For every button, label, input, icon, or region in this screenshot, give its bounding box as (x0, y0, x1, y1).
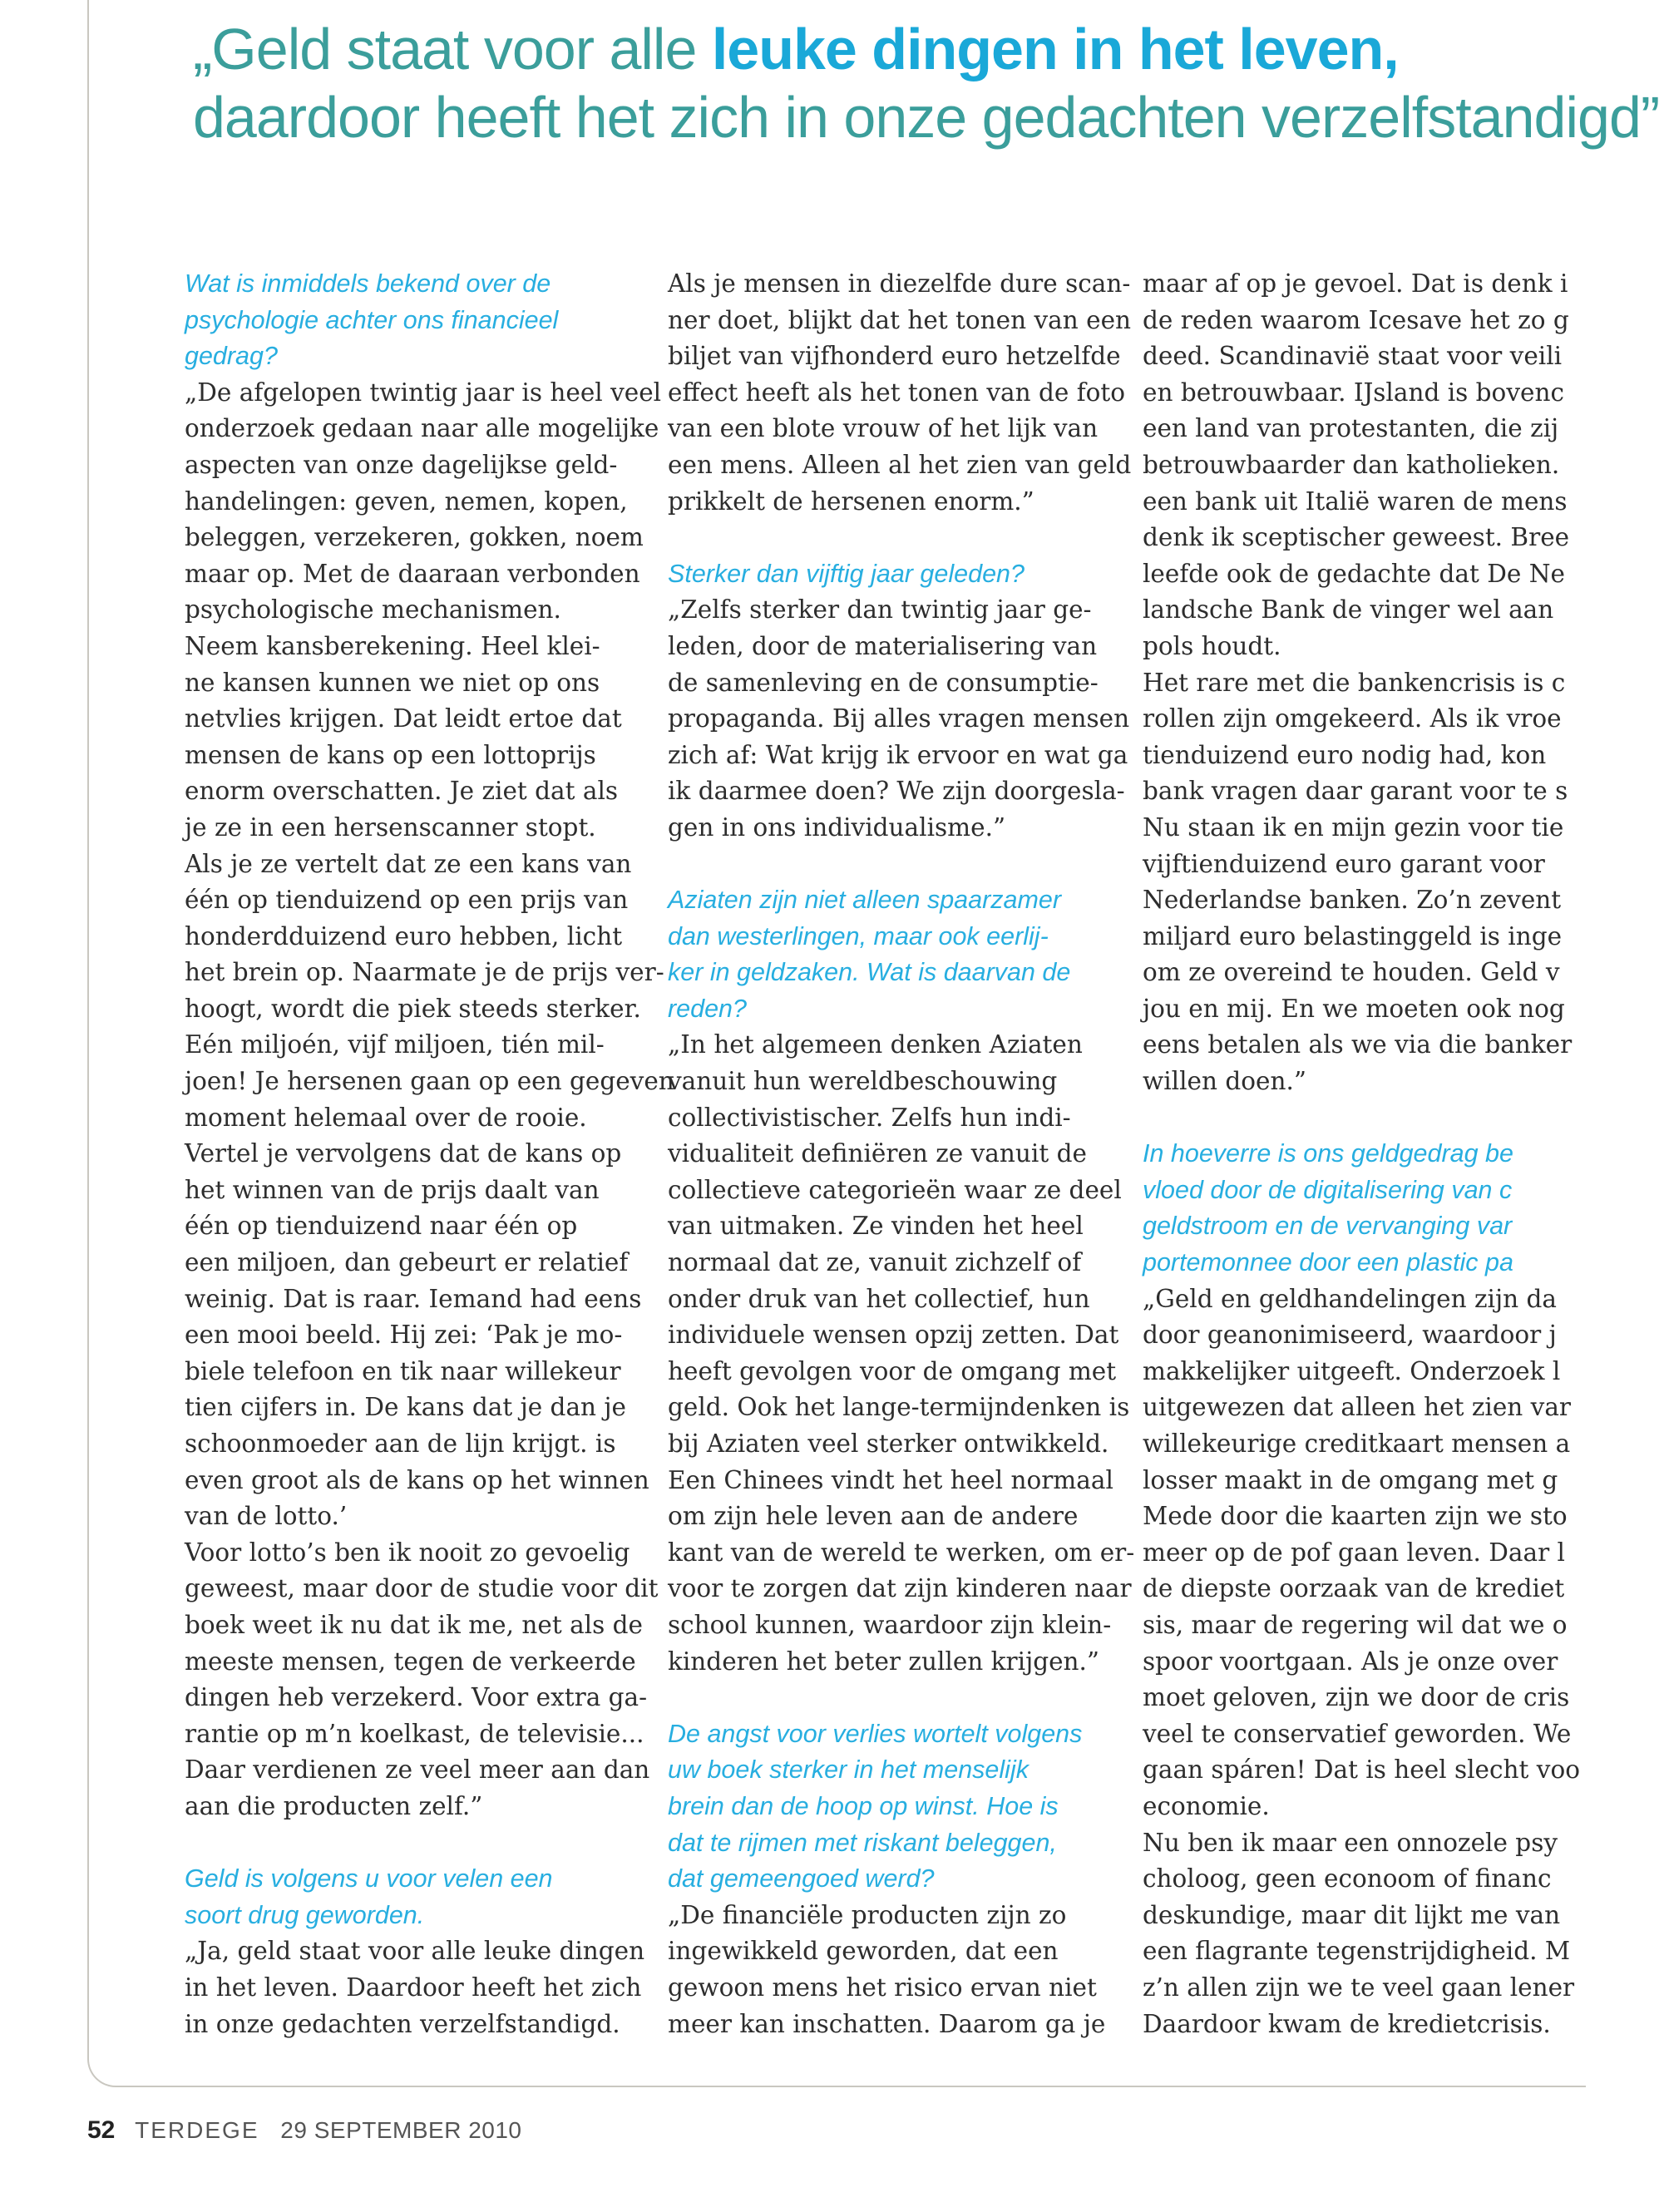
body-text-line: schoonmoeder aan de lijn krijgt. is (185, 1429, 616, 1458)
body-text-line: deskundige, maar dit lijkt me van (1143, 1900, 1561, 1929)
body-text-line: maar op. Met de daaraan verbonden (185, 559, 640, 588)
body-text-line: een flagrante tegenstrijdigheid. M (1143, 1937, 1571, 1966)
interview-question-line: vloed door de digitalisering van c (1143, 1175, 1513, 1204)
body-text-line: meeste mensen, tegen de verkeerde (185, 1647, 636, 1676)
body-text-line: economie. (1143, 1791, 1270, 1820)
body-text-line: het winnen van de prijs daalt van (185, 1175, 600, 1204)
body-text-line: gaan spáren! Dat is heel slecht voo (1143, 1755, 1580, 1785)
body-text-line: leden, door de materialisering van (668, 631, 1098, 660)
interview-question-line: reden? (668, 994, 747, 1023)
body-text-line: Nu ben ik maar een onnozele psy (1143, 1828, 1558, 1857)
body-text-line: vijftienduizend euro garant voor (1143, 849, 1545, 878)
body-text-line: Vertel je vervolgens dat de kans op (185, 1139, 622, 1168)
body-text-line: vanuit hun wereldbeschouwing (668, 1067, 1058, 1096)
body-text-line: enorm overschatten. Je ziet dat als (185, 777, 619, 806)
body-text-line: Het rare met die bankencrisis is c (1143, 668, 1566, 697)
interview-question-line: uw boek sterker in het menselijk (668, 1755, 1029, 1785)
article-column-2 (668, 266, 1133, 2042)
body-text-line: onder druk van het collectief, hun (668, 1284, 1090, 1313)
body-text-line: en betrouwbaar. IJsland is bovenc (1143, 378, 1564, 407)
paragraph-gap (1143, 1100, 1642, 1137)
body-text-line: netvlies krijgen. Dat leidt ertoe dat (185, 704, 622, 733)
body-text-line: beleggen, verzekeren, gokken, noem (185, 523, 644, 552)
body-text-line: propaganda. Bij alles vragen mensen (668, 704, 1130, 733)
body-text-line: een bank uit Italië waren de mens (1143, 486, 1568, 516)
body-text-line: sis, maar de regering wil dat we o (1143, 1610, 1568, 1639)
body-text-line: willekeurige creditkaart mensen a (1143, 1429, 1571, 1458)
body-text-line: Nederlandse banken. Zo’n zevent (1143, 886, 1562, 915)
body-text-line: Voor lotto’s ben ik nooit zo gevoelig (185, 1538, 630, 1567)
body-text-line: effect heeft als het tonen van de foto (668, 378, 1126, 407)
pull-quote-plain: „Geld staat voor alle (193, 17, 712, 81)
body-text-line: ne kansen kunnen we niet op ons (185, 668, 600, 697)
interview-question-line: dat gemeengoed werd? (668, 1864, 935, 1894)
body-text-line: biljet van vijfhonderd euro hetzelfde (668, 342, 1121, 371)
body-text-line: een land van protestanten, die zij (1143, 414, 1559, 443)
pull-quote-bold: leuke dingen in het leven, (711, 17, 1399, 81)
body-text-line: gen in ons individualisme.” (668, 812, 1006, 842)
body-text-line: je ze in een hersenscanner stopt. (185, 812, 596, 842)
body-text-line: dingen heb verzekerd. Voor extra ga- (185, 1683, 648, 1712)
interview-question-line: gedrag? (185, 342, 278, 371)
body-text-line: bank vragen daar garant voor te s (1143, 777, 1568, 806)
body-text-line: de reden waarom Icesave het zo g (1143, 305, 1569, 334)
body-text-line: van uitmaken. Ze vinden het heel (668, 1212, 1084, 1241)
body-text-line: psychologische mechanismen. (185, 595, 561, 625)
page-footer (87, 2116, 522, 2145)
interview-question-line: portemonnee door een plastic pa (1143, 1248, 1513, 1277)
body-text-line: choloog, geen econoom of financ (1143, 1864, 1552, 1894)
body-text-line: ner doet, blijkt dat het tonen van een (668, 305, 1132, 334)
article-column-3 (1143, 266, 1642, 2042)
body-text-line: „Geld en geldhandelingen zijn da (1143, 1284, 1557, 1313)
body-text-line: normaal dat ze, vanuit zichzelf of (668, 1248, 1082, 1277)
body-text-line: tien cijfers in. De kans dat je dan je (185, 1393, 627, 1422)
paragraph-gap (668, 847, 1133, 883)
body-text-line: geweest, maar door de studie voor dit (185, 1574, 659, 1603)
body-text-line: Als je ze vertelt dat ze een kans van (185, 849, 632, 878)
body-text-line: aspecten van onze dagelijkse geld- (185, 450, 618, 479)
body-text-line: het brein op. Naarmate je de prijs ver- (185, 958, 664, 987)
body-text-line: voor te zorgen dat zijn kinderen naar (668, 1574, 1132, 1603)
body-text-line: Neem kansberekening. Heel klei- (185, 631, 600, 660)
body-text-line: de samenleving en de consumptie- (668, 668, 1099, 697)
body-text-line: één op tienduizend op een prijs van (185, 886, 629, 915)
body-text-line: individuele wensen opzij zetten. Dat (668, 1321, 1119, 1350)
interview-question-line: Sterker dan vijftig jaar geleden? (668, 559, 1025, 588)
body-text-line: aan die producten zelf.” (185, 1791, 483, 1820)
paragraph-gap (668, 520, 1133, 556)
body-text-line: collectivistischer. Zelfs hun indi- (668, 1103, 1071, 1132)
body-text-line: rollen zijn omgekeerd. Als ik vroe (1143, 704, 1562, 733)
interview-question-line: dan westerlingen, maar ook eerlij- (668, 921, 1049, 950)
body-text-line: jou en mij. En we moeten ook nog (1143, 994, 1565, 1023)
body-text-line: Als je mensen in diezelfde dure scan- (668, 269, 1131, 298)
body-text-line: van de lotto.’ (185, 1502, 348, 1531)
body-text-line: handelingen: geven, nemen, kopen, (185, 486, 628, 516)
interview-question-line: Aziaten zijn niet alleen spaarzamer (668, 886, 1062, 915)
body-text-line: om ze overeind te houden. Geld v (1143, 958, 1560, 987)
body-text-line: Nu staan ik en mijn gezin voor tie (1143, 812, 1564, 842)
body-text-line: willen doen.” (1143, 1067, 1306, 1096)
body-text-line: vidualiteit definiëren ze vanuit de (668, 1139, 1087, 1168)
body-text-line: makkelijker uitgeeft. Onderzoek l (1143, 1356, 1561, 1385)
body-text-line: biele telefoon en tik naar willekeur (185, 1356, 621, 1385)
article-column-1 (185, 266, 674, 2042)
body-text-line: gewoon mens het risico ervan niet (668, 1973, 1097, 2002)
interview-question-line: ker in geldzaken. Wat is daarvan de (668, 958, 1071, 987)
body-text-line: pols houdt. (1143, 631, 1281, 660)
body-text-line: losser maakt in de omgang met g (1143, 1465, 1558, 1494)
pull-quote-line-1 (193, 15, 1607, 83)
interview-question-line: Geld is volgens u voor velen een (185, 1864, 553, 1894)
body-text-line: uitgewezen dat alleen het zien var (1143, 1393, 1572, 1422)
body-text-line: in onze gedachten verzelfstandigd. (185, 2009, 620, 2038)
body-text-line: Mede door die kaarten zijn we sto (1143, 1502, 1568, 1531)
body-text-line: hoogt, wordt die piek steeds sterker. (185, 994, 641, 1023)
body-text-line: honderdduizend euro hebben, licht (185, 921, 623, 950)
body-text-line: ingewikkeld geworden, dat een (668, 1937, 1059, 1966)
page-number: 52 (87, 2116, 116, 2144)
paragraph-gap (668, 1680, 1133, 1716)
interview-question-line: geldstroom en de vervanging var (1143, 1212, 1513, 1241)
body-text-line: een miljoen, dan gebeurt er relatief (185, 1248, 629, 1277)
body-text-line: een mens. Alleen al het zien van geld (668, 450, 1132, 479)
body-text-line: één op tienduizend naar één op (185, 1212, 578, 1241)
body-text-line: mensen de kans op een lottoprijs (185, 740, 596, 769)
body-text-line: „De afgelopen twintig jaar is heel veel (185, 378, 662, 407)
interview-question-line: In hoeverre is ons geldgedrag be (1143, 1139, 1513, 1168)
body-text-line: een mooi beeld. Hij zei: ‘Pak je mo- (185, 1321, 623, 1350)
body-text-line: „Zelfs sterker dan twintig jaar ge- (668, 595, 1092, 625)
body-text-line: kinderen het beter zullen krijgen.” (668, 1647, 1100, 1676)
body-text-line: denk ik sceptischer geweest. Bree (1143, 523, 1570, 552)
body-text-line: school kunnen, waardoor zijn klein- (668, 1610, 1112, 1639)
interview-question-line: psychologie achter ons financieel (185, 305, 559, 334)
paragraph-gap (185, 1825, 650, 1862)
body-text-line: maar af op je gevoel. Dat is denk i (1143, 269, 1568, 298)
body-text-line: „In het algemeen denken Aziaten (668, 1030, 1083, 1059)
pull-quote (193, 15, 1659, 151)
body-text-line: tienduizend euro nodig had, kon (1143, 740, 1547, 769)
body-text-line: weinig. Dat is raar. Iemand had eens (185, 1284, 642, 1313)
body-text-line: om zijn hele leven aan de andere (668, 1502, 1079, 1531)
interview-question-line: Wat is inmiddels bekend over de (185, 269, 551, 298)
body-text-line: even groot als de kans op het winnen (185, 1465, 649, 1494)
body-text-line: landsche Bank de vinger wel aan (1143, 595, 1554, 625)
body-text-line: de diepste oorzaak van de krediet (1143, 1574, 1565, 1603)
body-text-line: meer kan inschatten. Daarom ga je (668, 2009, 1106, 2038)
pull-quote-line-2: daardoor heeft het zich in onze gedachten verzelfstandigd” (193, 85, 1659, 150)
body-text-line: meer op de pof gaan leven. Daar l (1143, 1538, 1565, 1567)
interview-question-line: dat te rijmen met riskant beleggen, (668, 1828, 1057, 1857)
body-text-line: collectieve categorieën waar ze deel (668, 1175, 1122, 1204)
body-text-line: heeft gevolgen voor de omgang met (668, 1356, 1117, 1385)
body-text-line: bij Aziaten veel sterker ontwikkeld. (668, 1429, 1109, 1458)
body-text-line: Daar verdienen ze veel meer aan dan (185, 1755, 650, 1785)
body-text-line: boek weet ik nu dat ik me, net als de (185, 1610, 643, 1639)
body-text-line: deed. Scandinavië staat voor veili (1143, 342, 1563, 371)
body-text-line: rantie op m’n koelkast, de televisie... (185, 1719, 644, 1748)
magazine-name: TERDEGE (135, 2117, 259, 2143)
body-text-line: van een blote vrouw of het lijk van (668, 414, 1099, 443)
body-text-line: spoor voortgaan. Als je onze over (1143, 1647, 1558, 1676)
interview-question-line: soort drug geworden. (185, 1900, 425, 1929)
body-text-line: Eén miljoén, vijf miljoen, tién mil- (185, 1030, 605, 1059)
body-text-line: joen! Je hersenen gaan op een gegeven (185, 1067, 674, 1096)
issue-date: 29 SEPTEMBER 2010 (280, 2117, 522, 2143)
body-text-line: eens betalen als we via die banker (1143, 1030, 1573, 1059)
body-text-line: moet geloven, zijn we door de cris (1143, 1683, 1570, 1712)
body-text-line: veel te conservatief geworden. We (1143, 1719, 1572, 1748)
interview-question-line: De angst voor verlies wortelt volgens (668, 1719, 1083, 1748)
body-text-line: „De financiële producten zijn zo (668, 1900, 1067, 1929)
body-text-line: Daardoor kwam de kredietcrisis. (1143, 2009, 1551, 2038)
body-text-line: miljard euro belastinggeld is inge (1143, 921, 1563, 950)
body-text-line: moment helemaal over de rooie. (185, 1103, 587, 1132)
body-text-line: in het leven. Daardoor heeft het zich (185, 1973, 642, 2002)
body-text-line: geld. Ook het lange-termijndenken is (668, 1393, 1130, 1422)
body-text-line: „Ja, geld staat voor alle leuke dingen (185, 1937, 645, 1966)
body-text-line: prikkelt de hersenen enorm.” (668, 486, 1034, 516)
body-text-line: door geanonimiseerd, waardoor j (1143, 1321, 1557, 1350)
body-text-line: ik daarmee doen? We zijn doorgesla- (668, 777, 1125, 806)
body-text-line: leefde ook de gedachte dat De Ne (1143, 559, 1565, 588)
body-text-line: kant van de wereld te werken, om er- (668, 1538, 1135, 1567)
interview-question-line: brein dan de hoop op winst. Hoe is (668, 1791, 1059, 1820)
body-text-line: zich af: Wat krijg ik ervoor en wat ga (668, 740, 1128, 769)
body-text-line: onderzoek gedaan naar alle mogelijke (185, 414, 659, 443)
body-text-line: Een Chinees vindt het heel normaal (668, 1465, 1113, 1494)
body-text-line: z’n allen zijn we te veel gaan lener (1143, 1973, 1575, 2002)
body-text-line: betrouwbaarder dan katholieken. (1143, 450, 1560, 479)
